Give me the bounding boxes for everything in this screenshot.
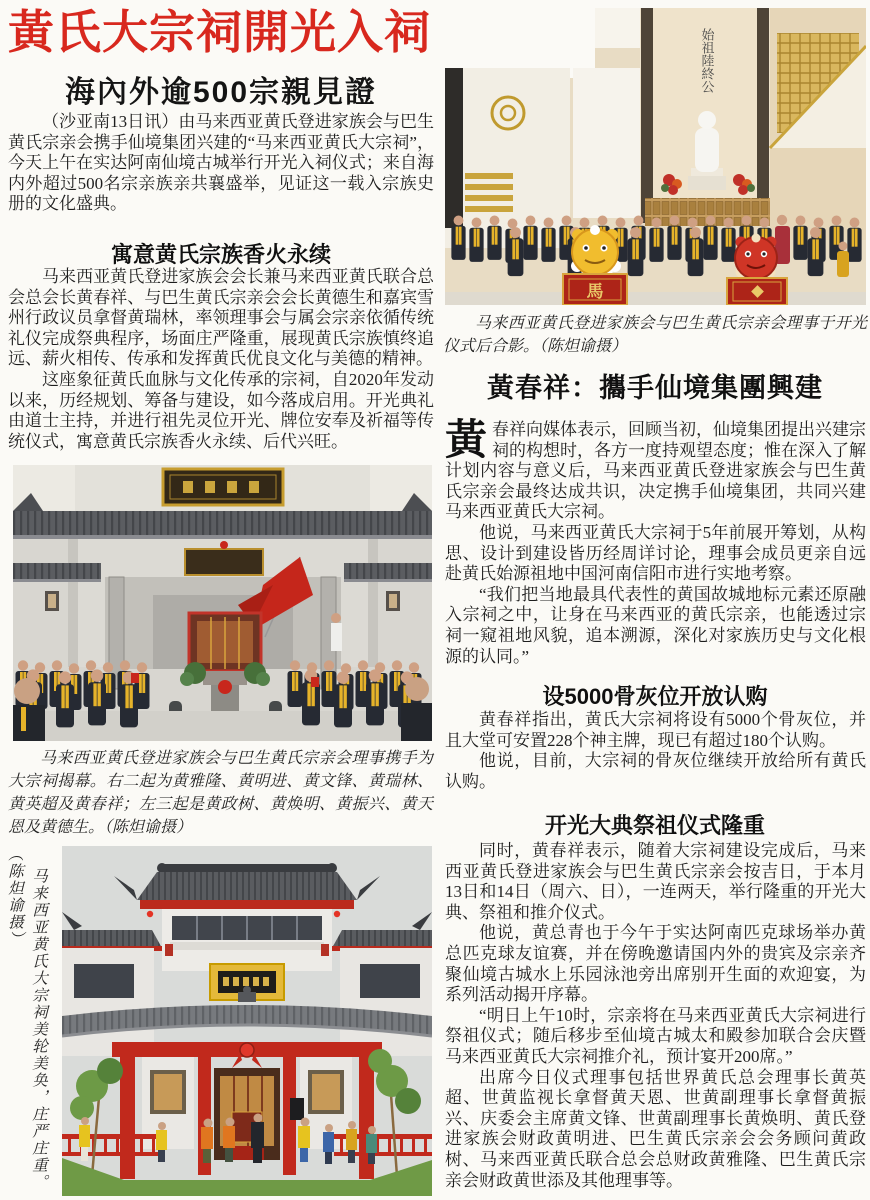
gold-plaque-top [163,469,283,505]
vertical-caption-credit: （陈炟谕摄） [6,846,23,948]
section-title-columbarium: 设5000骨灰位开放认购 [542,684,768,709]
section-title-ceremony: 开光大典祭祖仪式隆重 [544,813,765,838]
headline: 黃氏大宗祠開光入祠 [8,6,431,58]
body-paragraph: “我们把当地最具代表性的黄国故城地标元素还原融入宗祠之中，让身在马来西亚的黄氏宗亲，也能透过宗祠一窥祖地风貌，追本溯源，深化对家族历史与文化根源的认同。” [445,584,866,666]
body-paragraph: 他说，目前，大宗祠的骨灰位继续开放给所有黄氏认购。 [445,751,866,791]
photo-group-hall [445,8,866,305]
body-paragraph: 黃春祥向媒体表示，回顾当初，仙境集团提出兴建宗祠的构想时，各方一度持观望态度；惟在深入了解计划内容与意义后，马来西亚黄氏登进家族会与巴生黄氏宗亲会最终达成共识，决定携手仙境集团，共同兴建马来西亚黄氏大宗祠。 [445,418,867,522]
lead-paragraph: （沙亚南13日讯）由马来西亚黄氏登进家族会与巴生黄氏宗亲会携手仙境集团兴建的“马来西亚黄氏大宗祠”，今天上午在实达阿南仙境古城举行开光入祠仪式；来自海内外超过500名宗亲族亲共襄盛举，见证这一载入宗族史册的文化盛典。 [8,112,434,214]
body-paragraph: 黄春祥指出，黄氏大宗祠将设有5000个骨灰位，并且大堂可安置228个神主牌，现已有超过180个认购。 [445,710,866,750]
photo-temple-exterior [62,846,432,1196]
section-title-heritage: 寓意黄氏宗族香火永续 [110,242,331,267]
quote-section-body [445,420,866,667]
body-paragraph: 马来西亚黄氏登进家族会会长兼马来西亚黄氏联合总会总会长黄春祥、与巴生黄氏宗亲会会长黄德生和嘉宾雪州行政议员拿督黄瑞林，率领理事会与属会宗亲依循传统礼仪完成祭典程序，场面庄严隆重，展现黄氏宗族慎终追远、薪火相传、传承和发挥黄氏优良文化与美德的精神。 [8,267,434,369]
body-paragraph: 出席今日仪式理事包括世界黄氏总会理事长黄英超、世黄监视长拿督黄天恩、世黄副理事长拿督黄振兴、庆委会主席黄文锋、世黄副理事长黄焕明、黄氏登进家族会财政黄明进、巴生黄氏宗亲会会务顾问黄政树、马来西亚黄氏联合总会总财政黄雅隆、巴生黄氏宗亲会财政黄世添及其他理事等。 [445,1067,866,1190]
photo-unveiling-ceremony [13,465,432,741]
photo-caption-unveiling: 马来西亚黄氏登进家族会与巴生黄氏宗亲会理事携手为大宗祠揭幕。右二起为黄雅隆、黄明进、黄文锋、黄瑞林、黄英超及黄春祥；左三起是黄政树、黄焕明、黄振兴、黄天恩及黄德生。（陈炟谕摄） [8,750,433,836]
body-paragraph: 他说，马来西亚黄氏大宗祠于5年前展开筹划，从构思、设计到建设皆历经周详讨论，理事会成员更亲自远赴黄氏始源祖地中国河南信阳市进行实地考察。 [445,522,866,584]
body-paragraph: 这座象征黄氏血脉与文化传承的宗祠，自2020年发动以来，历经规划、筹备与建设，如今落成启用。开光典礼由道士主持，并进行祖先灵位开光、牌位安奉及祈福等传统仪式，寓意黄氏宗族香火永续、后代兴旺。 [8,369,434,451]
lead-paragraph-block [8,112,434,215]
body-paragraph: 同时，黄春祥表示，随着大宗祠建设完成后，马来西亚黄氏登进家族会与巴生黄氏宗亲会按吉日，于本月13日和14日（周六、日），一连两天，举行隆重的开光大典、祭祖和推介仪式。 [445,841,866,922]
lion-stand-right [727,278,787,305]
vertical-caption-main: 马来西亚黄氏大宗祠美轮美奂，庄严庄重。 [30,868,47,1191]
body-paragraph: 他说，黄总青也于今午于实达阿南匹克球场举办黄总匹克球友谊赛，并在傍晚邀请国内外的贵宾及宗亲齐聚仙境古城水上乐园泳池旁出席别开生面的欢迎宴，为系列活动揭开序幕。 [445,923,866,1005]
lion-stand-left [563,274,627,305]
photo-caption-group: 马来西亚黄氏登进家族会与巴生黄氏宗亲会理事于开光仪式后合影。（陈炟谕摄） [443,315,867,355]
red-lion [735,234,777,281]
section-heritage-body [8,267,434,452]
drop-cap: 黃 [445,418,488,464]
quote-headline: 黃春祥：攜手仙境集團興建 [487,373,823,403]
body-paragraph: “明日上午10时，宗亲将在马来西亚黄氏大宗祠进行祭祖仪式；随后移步至仙境古城太和殿参加联合会庆暨马来西亚黄氏大宗祠推介礼，预计宴开200席。” [445,1005,866,1066]
hall-wall-text: 始祖陸終公 [699,28,715,93]
glass-shrine [189,613,261,671]
ceremony-section-body [445,841,866,1191]
yellow-lion [571,225,621,277]
lion-stand-text: 馬 [586,282,604,301]
columbarium-section-body [445,710,866,792]
child-in-yellow [837,242,849,278]
subheadline: 海內外逾500宗親見證 [64,76,378,109]
